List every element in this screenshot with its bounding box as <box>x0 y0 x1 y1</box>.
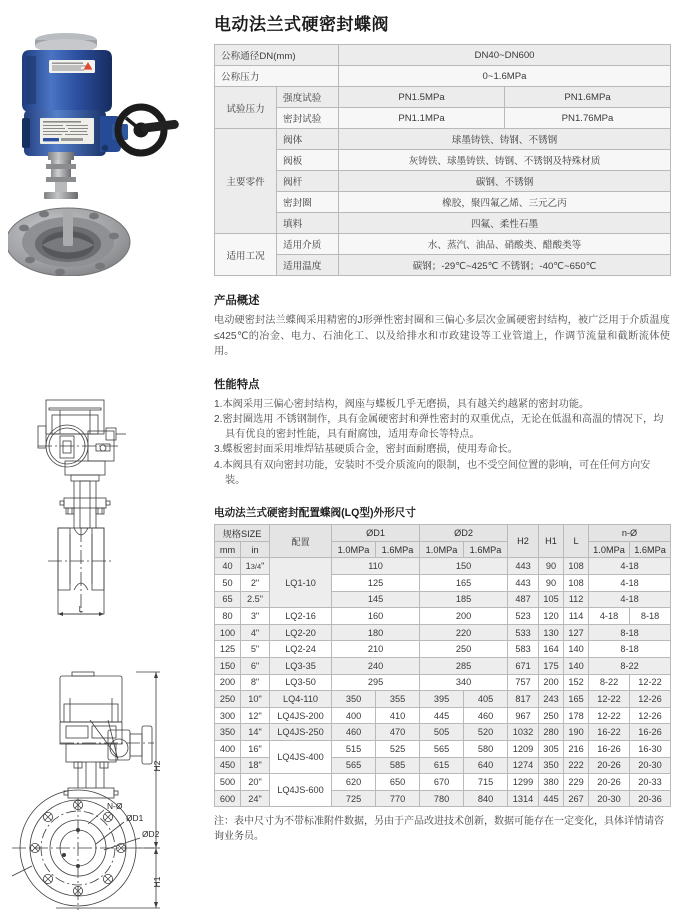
cell-d1: 515 <box>332 741 376 758</box>
cell-h1: 445 <box>539 790 564 807</box>
cell-size-in: 4" <box>241 624 270 641</box>
header-nd-p10: 1.0MPa <box>589 541 630 558</box>
spec-group-label: 适用工况 <box>215 234 277 276</box>
technical-drawing-side-view <box>8 398 204 650</box>
drawing-label-d1: ØD1 <box>126 813 144 823</box>
page-title: 电动法兰式硬密封蝶阀 <box>214 15 389 34</box>
cell-d2: 185 <box>420 591 508 608</box>
cell-size-in: 16" <box>241 741 270 758</box>
cell-h1: 243 <box>539 691 564 708</box>
cell-d2: 565 <box>420 741 464 758</box>
cell-nd: 12-26 <box>630 691 671 708</box>
spec-sublabel: 阀杆 <box>277 171 339 192</box>
cell-h1: 250 <box>539 707 564 724</box>
spec-sublabel: 强度试验 <box>277 87 339 108</box>
cell-d2: 640 <box>464 757 508 774</box>
cell-size-in: 2" <box>241 575 270 592</box>
spec-sublabel: 密封试验 <box>277 108 339 129</box>
cell-size-mm: 300 <box>215 707 241 724</box>
specification-table <box>214 44 671 276</box>
cell-size-mm: 350 <box>215 724 241 741</box>
table-row <box>215 624 671 641</box>
cell-l: 140 <box>564 658 589 675</box>
cell-config: LQ4JS-600 <box>270 774 332 807</box>
table-row <box>215 674 671 691</box>
table-row <box>215 171 671 192</box>
drawing-label-h1: H1 <box>152 876 162 888</box>
spec-value: 0~1.6MPa <box>339 66 671 87</box>
cell-h2: 583 <box>508 641 539 658</box>
cell-config: LQ1-10 <box>270 558 332 608</box>
cell-l: 178 <box>564 707 589 724</box>
cell-h2: 967 <box>508 707 539 724</box>
cell-nd: 20-26 <box>589 757 630 774</box>
cell-h1: 90 <box>539 575 564 592</box>
table-row <box>215 608 671 625</box>
dimension-table-body <box>215 558 671 807</box>
cell-d1: 410 <box>376 707 420 724</box>
cell-nd: 16-30 <box>630 741 671 758</box>
cell-size-mm: 125 <box>215 641 241 658</box>
cell-nd: 16-26 <box>589 741 630 758</box>
header-config: 配置 <box>270 525 332 558</box>
spec-sublabel: 阀板 <box>277 150 339 171</box>
cell-nd: 20-33 <box>630 774 671 791</box>
cell-d2: 200 <box>420 608 508 625</box>
cell-nd: 4-18 <box>589 558 671 575</box>
header-h1: H1 <box>539 525 564 558</box>
cell-h1: 280 <box>539 724 564 741</box>
table-row <box>215 108 671 129</box>
cell-d1: 295 <box>332 674 420 691</box>
cell-d2: 150 <box>420 558 508 575</box>
spec-value: 碳钢、不锈钢 <box>339 171 671 192</box>
drawing-label-h2: H2 <box>152 760 162 772</box>
table-row <box>215 741 671 758</box>
cell-d2: 840 <box>464 790 508 807</box>
cell-size-in: 12" <box>241 707 270 724</box>
cell-h2: 443 <box>508 575 539 592</box>
header-in: in <box>241 541 270 558</box>
table-row <box>215 724 671 741</box>
table-row <box>215 66 671 87</box>
cell-d1: 240 <box>332 658 420 675</box>
cell-nd: 12-26 <box>630 707 671 724</box>
cell-size-mm: 200 <box>215 674 241 691</box>
features-list <box>214 397 670 489</box>
illustration-column <box>0 0 210 922</box>
cell-h1: 380 <box>539 774 564 791</box>
drawing-label-l: L <box>78 605 84 614</box>
spec-value: DN40~DN600 <box>339 45 671 66</box>
cell-l: 140 <box>564 641 589 658</box>
spec-value: PN1.5MPa <box>339 87 505 108</box>
cell-size-mm: 150 <box>215 658 241 675</box>
cell-size-mm: 500 <box>215 774 241 791</box>
cell-l: 190 <box>564 724 589 741</box>
cell-d1: 145 <box>332 591 420 608</box>
features-heading: 性能特点 <box>214 378 260 391</box>
cell-d2: 505 <box>420 724 464 741</box>
cell-nd: 8-18 <box>589 641 671 658</box>
cell-l: 267 <box>564 790 589 807</box>
cell-l: 152 <box>564 674 589 691</box>
cell-d2: 220 <box>420 624 508 641</box>
cell-nd: 20-26 <box>589 774 630 791</box>
cell-nd: 12-22 <box>589 691 630 708</box>
spec-sublabel: 适用介质 <box>277 234 339 255</box>
cell-d2: 340 <box>420 674 508 691</box>
cell-size-in: 18" <box>241 757 270 774</box>
cell-h2: 487 <box>508 591 539 608</box>
table-row <box>215 87 671 108</box>
cell-nd: 12-22 <box>630 674 671 691</box>
cell-h2: 523 <box>508 608 539 625</box>
cell-d2: 285 <box>420 658 508 675</box>
cell-size-in: 8" <box>241 674 270 691</box>
cell-d2: 250 <box>420 641 508 658</box>
cell-h2: 443 <box>508 558 539 575</box>
table-row <box>215 558 671 575</box>
cell-size-mm: 40 <box>215 558 241 575</box>
table-row <box>215 255 671 276</box>
header-d1-p10: 1.0MPa <box>332 541 376 558</box>
cell-size-in: 20" <box>241 774 270 791</box>
header-size: 规格SIZE <box>215 525 270 542</box>
overview-heading: 产品概述 <box>214 295 260 307</box>
table-header-row <box>215 525 671 542</box>
cell-nd: 20-36 <box>630 790 671 807</box>
spec-value: 水、蒸汽、油品、硝酸类、醋酸类等 <box>339 234 671 255</box>
cell-size-mm: 80 <box>215 608 241 625</box>
cell-l: 114 <box>564 608 589 625</box>
cell-config: LQ2-20 <box>270 624 332 641</box>
spec-sublabel: 密封圈 <box>277 192 339 213</box>
cell-d1: 725 <box>332 790 376 807</box>
cell-d1: 620 <box>332 774 376 791</box>
table-row <box>215 658 671 675</box>
cell-config: LQ4-110 <box>270 691 332 708</box>
table-row <box>215 691 671 708</box>
cell-d2: 445 <box>420 707 464 724</box>
dimension-table-caption: 电动法兰式硬密封配置蝶阀(LQ型)外形尺寸 <box>214 507 416 520</box>
cell-d1: 460 <box>332 724 376 741</box>
table-note: 注：表中尺寸为不带标准附件数据，另由于产品改进技术创新，数据可能存在一定变化，具体详情请咨询业务员。 <box>214 816 664 843</box>
cell-l: 229 <box>564 774 589 791</box>
cell-l: 127 <box>564 624 589 641</box>
cell-d2: 780 <box>420 790 464 807</box>
spec-label: 公称通径DN(mm) <box>215 45 339 66</box>
drawing-label-d2: ØD2 <box>142 829 160 839</box>
header-d2-p10: 1.0MPa <box>420 541 464 558</box>
overview-body: 电动硬密封法兰蝶阀采用精密的J形弹性密封圈和三偏心多层次金属硬密封结构，被广泛用于介质温度≤425℃的冶金、电力、石油化工、以及给排水和市政建设等工业管道上，作调节流量和截断流体使用。 <box>214 315 670 357</box>
cell-size-mm: 65 <box>215 591 241 608</box>
header-d2-p16: 1.6MPa <box>464 541 508 558</box>
header-d2: ØD2 <box>420 525 508 542</box>
cell-d1: 400 <box>332 707 376 724</box>
cell-d1: 355 <box>376 691 420 708</box>
spec-sublabel: 填料 <box>277 213 339 234</box>
spec-group-label: 试验压力 <box>215 87 277 129</box>
cell-h1: 175 <box>539 658 564 675</box>
table-row <box>215 129 671 150</box>
spec-group-label: 主要零件 <box>215 129 277 234</box>
cell-d1: 350 <box>332 691 376 708</box>
spec-value: PN1.76MPa <box>505 108 671 129</box>
cell-nd: 8-18 <box>630 608 671 625</box>
spec-value: PN1.6MPa <box>505 87 671 108</box>
cell-size-in: 24" <box>241 790 270 807</box>
cell-config: LQ2-24 <box>270 641 332 658</box>
cell-l: 108 <box>564 575 589 592</box>
cell-d2: 165 <box>420 575 508 592</box>
cell-config: LQ2-16 <box>270 608 332 625</box>
header-mm: mm <box>215 541 241 558</box>
cell-d1: 770 <box>376 790 420 807</box>
table-row <box>215 234 671 255</box>
spec-value: 球墨铸铁、铸钢、不锈钢 <box>339 129 671 150</box>
cell-config: LQ4JS-250 <box>270 724 332 741</box>
cell-d2: 405 <box>464 691 508 708</box>
cell-size-mm: 50 <box>215 575 241 592</box>
table-row <box>215 213 671 234</box>
spec-value: 碳钢；-29℃~425℃ 不锈钢；-40℃~650℃ <box>339 255 671 276</box>
cell-h2: 1299 <box>508 774 539 791</box>
cell-h1: 120 <box>539 608 564 625</box>
cell-h2: 1274 <box>508 757 539 774</box>
cell-h2: 533 <box>508 624 539 641</box>
product-photo <box>8 14 204 276</box>
cell-h2: 671 <box>508 658 539 675</box>
cell-nd: 20-30 <box>589 790 630 807</box>
cell-config: LQ3-35 <box>270 658 332 675</box>
spec-value: 灰铸铁、球墨铸铁、铸钢、不锈钢及特殊材质 <box>339 150 671 171</box>
table-row <box>215 192 671 213</box>
header-nd-p16: 1.6MPa <box>630 541 671 558</box>
header-d1-p16: 1.6MPa <box>376 541 420 558</box>
cell-size-in: 5" <box>241 641 270 658</box>
feature-item: 3.蝶板密封面采用堆焊钴基硬质合金，密封面耐磨损，使用寿命长。 <box>214 444 518 456</box>
header-d1: ØD1 <box>332 525 420 542</box>
cell-l: 108 <box>564 558 589 575</box>
cell-size-in: 10" <box>241 691 270 708</box>
cell-size-in: 13/4" <box>241 558 270 575</box>
cell-d2: 615 <box>420 757 464 774</box>
header-nd: n-Ø <box>589 525 671 542</box>
cell-d1: 110 <box>332 558 420 575</box>
cell-d1: 210 <box>332 641 420 658</box>
cell-size-mm: 100 <box>215 624 241 641</box>
cell-h1: 90 <box>539 558 564 575</box>
cell-nd: 12-22 <box>589 707 630 724</box>
cell-d1: 650 <box>376 774 420 791</box>
spec-sublabel: 适用温度 <box>277 255 339 276</box>
spec-value: 四氟、柔性石墨 <box>339 213 671 234</box>
cell-nd: 8-18 <box>589 624 671 641</box>
cell-d2: 670 <box>420 774 464 791</box>
header-h2: H2 <box>508 525 539 558</box>
drawing-label-nd: N-Ø <box>107 801 123 811</box>
cell-nd: 16-22 <box>589 724 630 741</box>
cell-l: 112 <box>564 591 589 608</box>
cell-h1: 305 <box>539 741 564 758</box>
feature-item: 2.密封圈选用 不锈钢制作，具有金属硬密封和弹性密封的双重优点，无论在低温和高温的情况下，均具有优良的密封性能，具有耐腐蚀，适用寿命长等特点。 <box>214 413 664 441</box>
spec-value: 橡胶，聚四氟乙烯、三元乙丙 <box>339 192 671 213</box>
cell-d1: 125 <box>332 575 420 592</box>
table-row <box>215 774 671 791</box>
cell-d1: 470 <box>376 724 420 741</box>
spec-value: PN1.1MPa <box>339 108 505 129</box>
cell-nd: 4-18 <box>589 591 671 608</box>
content-column <box>214 0 675 922</box>
cell-nd: 4-18 <box>589 608 630 625</box>
cell-d2: 460 <box>464 707 508 724</box>
header-l: L <box>564 525 589 558</box>
cell-size-in: 3" <box>241 608 270 625</box>
cell-h2: 817 <box>508 691 539 708</box>
cell-config: LQ4JS-200 <box>270 707 332 724</box>
cell-h1: 350 <box>539 757 564 774</box>
table-row <box>215 641 671 658</box>
table-row <box>215 45 671 66</box>
cell-d2: 395 <box>420 691 464 708</box>
cell-l: 222 <box>564 757 589 774</box>
cell-h1: 200 <box>539 674 564 691</box>
cell-d2: 520 <box>464 724 508 741</box>
spec-label: 公称压力 <box>215 66 339 87</box>
cell-nd: 8-22 <box>589 658 671 675</box>
cell-nd: 4-18 <box>589 575 671 592</box>
technical-drawing-front-view <box>8 662 204 918</box>
cell-size-mm: 600 <box>215 790 241 807</box>
cell-nd: 20-30 <box>630 757 671 774</box>
cell-h1: 130 <box>539 624 564 641</box>
cell-l: 165 <box>564 691 589 708</box>
cell-h1: 164 <box>539 641 564 658</box>
cell-size-mm: 450 <box>215 757 241 774</box>
cell-h2: 1032 <box>508 724 539 741</box>
cell-h2: 1209 <box>508 741 539 758</box>
cell-l: 216 <box>564 741 589 758</box>
cell-config: LQ4JS-400 <box>270 741 332 774</box>
cell-h2: 757 <box>508 674 539 691</box>
table-row <box>215 150 671 171</box>
cell-d2: 580 <box>464 741 508 758</box>
cell-size-in: 2.5" <box>241 591 270 608</box>
cell-d2: 715 <box>464 774 508 791</box>
dimension-table <box>214 524 671 807</box>
cell-size-mm: 400 <box>215 741 241 758</box>
cell-d1: 525 <box>376 741 420 758</box>
feature-item: 1.本阀采用三偏心密封结构，阀座与蝶板几乎无磨损，具有越关约越紧的密封功能。 <box>214 398 590 410</box>
spec-sublabel: 阀体 <box>277 129 339 150</box>
cell-h2: 1314 <box>508 790 539 807</box>
cell-h1: 105 <box>539 591 564 608</box>
cell-config: LQ3-50 <box>270 674 332 691</box>
table-row <box>215 707 671 724</box>
cell-nd: 16-26 <box>630 724 671 741</box>
feature-item: 4.本阀具有双向密封功能，安装时不受介质流向的限制，也不受空间位置的影响，可在任何方向安装。 <box>214 459 651 486</box>
cell-d1: 160 <box>332 608 420 625</box>
cell-size-mm: 250 <box>215 691 241 708</box>
cell-size-in: 6" <box>241 658 270 675</box>
cell-d1: 565 <box>332 757 376 774</box>
cell-d1: 180 <box>332 624 420 641</box>
cell-size-in: 14" <box>241 724 270 741</box>
cell-d1: 585 <box>376 757 420 774</box>
cell-nd: 8-22 <box>589 674 630 691</box>
